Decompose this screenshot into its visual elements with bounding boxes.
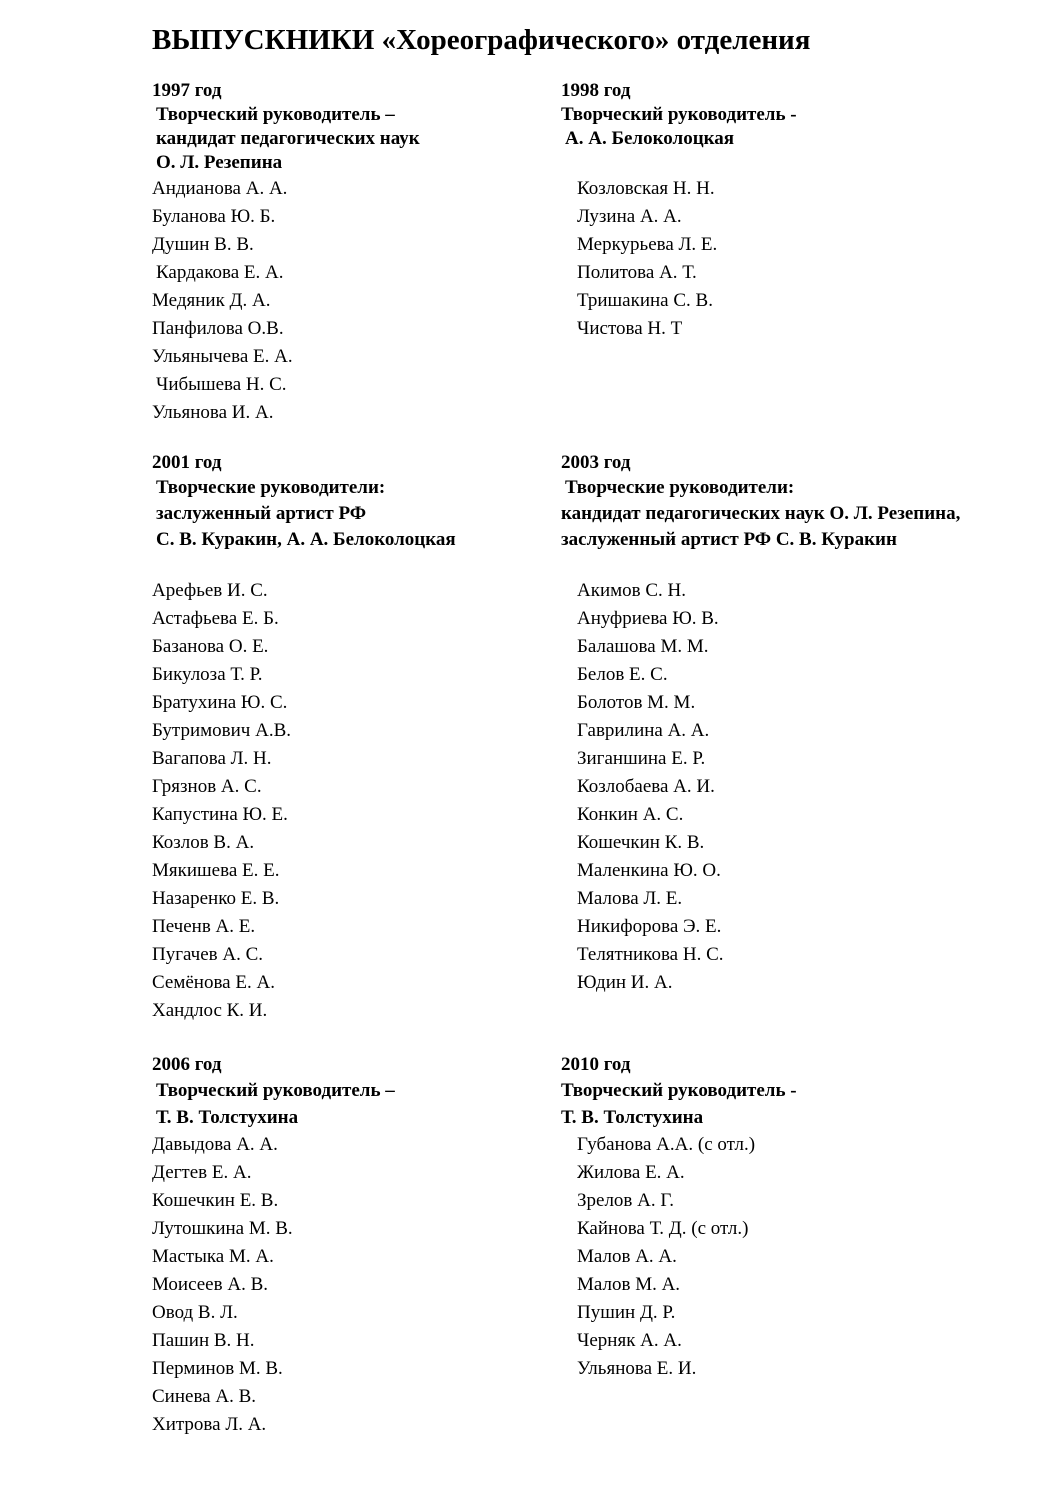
graduate-name: Чистова Н. Т [577, 318, 683, 339]
graduate-name: Ульянова И. А. [152, 402, 274, 423]
graduate-list [561, 1131, 797, 1383]
graduate-name: Чибышева Н. С. [156, 374, 287, 395]
graduate-name: Лузина А. А. [577, 206, 682, 227]
supervisor-line: А. А. Белоколоцкая [565, 128, 735, 149]
graduate-name: Козлов В. А. [152, 832, 255, 853]
graduate-list [561, 175, 797, 343]
graduate-name: Козлобаева А. И. [577, 776, 715, 797]
section-2003 [561, 451, 960, 997]
graduate-name: Семёнова Е. А. [152, 972, 275, 993]
graduate-name: Черняк А. А. [577, 1330, 682, 1351]
graduate-name: Малова Л. Е. [577, 888, 683, 909]
graduate-name: Кардакова Е. А. [156, 262, 284, 283]
graduate-list [152, 1131, 395, 1439]
graduate-name: Медяник Д. А. [152, 290, 271, 311]
graduate-name: Мастыка М. А. [152, 1246, 274, 1267]
supervisor-line: кандидат педагогических наук [156, 128, 420, 149]
graduate-name: Давыдова А. А. [152, 1134, 278, 1155]
graduate-name: Маленкина Ю. О. [577, 860, 721, 881]
graduate-name: Лутошкина М. В. [152, 1218, 293, 1239]
year-heading: 2006 год [152, 1054, 222, 1075]
graduate-name: Козловская Н. Н. [577, 178, 715, 199]
supervisor-line: Т. В. Толстухина [156, 1107, 299, 1128]
section-2010 [561, 1053, 797, 1383]
graduate-name: Грязнов А. С. [152, 776, 262, 797]
supervisor-line: кандидат педагогических наук О. Л. Резепина, [561, 503, 961, 524]
graduate-name: Овод В. Л. [152, 1302, 238, 1323]
graduate-name: Малов М. А. [577, 1274, 681, 1295]
graduate-name: Кошечкин Е. В. [152, 1190, 279, 1211]
graduate-name: Ульянова Е. И. [577, 1358, 697, 1379]
graduate-name: Астафьева Е. Б. [152, 608, 279, 629]
graduate-name: Зиганшина Е. Р. [577, 748, 706, 769]
graduate-name: Пушин Д. Р. [577, 1302, 676, 1323]
graduate-name: Гаврилина А. А. [577, 720, 710, 741]
graduate-name: Политова А. Т. [577, 262, 697, 283]
supervisor-line: заслуженный артист РФ [156, 503, 367, 524]
graduate-name: Ануфриева Ю. В. [577, 608, 719, 629]
page-title: ВЫПУСКНИКИ «Хореографического» отделения [152, 24, 811, 56]
graduate-name: Братухина Ю. С. [152, 692, 288, 713]
supervisor-line: Творческие руководители: [156, 477, 386, 498]
graduate-name: Арефьев И. С. [152, 580, 268, 601]
year-heading: 2001 год [152, 452, 222, 473]
supervisor-line: Творческие руководители: [565, 477, 795, 498]
supervisor-line: О. Л. Резепина [156, 152, 283, 173]
graduate-name: Жилова Е. А. [577, 1162, 685, 1183]
graduate-name: Кошечкин К. В. [577, 832, 705, 853]
graduate-name: Перминов М. В. [152, 1358, 283, 1379]
graduate-name: Хандлос К. И. [152, 1000, 268, 1021]
graduate-name: Назаренко Е. В. [152, 888, 280, 909]
section-2006 [152, 1053, 395, 1439]
graduate-name: Телятникова Н. С. [577, 944, 724, 965]
graduate-name: Базанова О. Е. [152, 636, 269, 657]
year-heading: 1997 год [152, 80, 222, 101]
graduate-name: Белов Е. С. [577, 664, 668, 685]
graduate-name: Капустина Ю. Е. [152, 804, 288, 825]
section-2001 [152, 451, 456, 1025]
graduate-name: Зрелов А. Г. [577, 1190, 674, 1211]
graduate-name: Малов А. А. [577, 1246, 677, 1267]
graduate-name: Болотов М. М. [577, 692, 696, 713]
graduate-name: Печенв А. Е. [152, 916, 256, 937]
graduate-name: Душин В. В. [152, 234, 254, 255]
supervisor-line: Творческий руководитель – [156, 1080, 395, 1101]
supervisor-line: Творческий руководитель - [561, 1080, 797, 1101]
supervisor-line: С. В. Куракин, А. А. Белоколоцкая [156, 529, 456, 550]
graduate-name: Вагапова Л. Н. [152, 748, 272, 769]
year-heading: 1998 год [561, 80, 631, 101]
supervisor-line: Творческий руководитель - [561, 104, 797, 125]
section-1998 [561, 79, 797, 343]
year-heading: 2010 год [561, 1054, 631, 1075]
graduate-list [152, 577, 456, 1025]
year-heading: 2003 год [561, 452, 631, 473]
supervisor-line: Т. В. Толстухина [561, 1107, 704, 1128]
graduate-name: Акимов С. Н. [577, 580, 687, 601]
graduate-list [152, 175, 420, 427]
graduate-name: Бутримович А.В. [152, 720, 292, 741]
graduate-name: Андианова А. А. [152, 178, 288, 199]
graduate-name: Буланова Ю. Б. [152, 206, 276, 227]
graduate-name: Бикулоза Т. Р. [152, 664, 263, 685]
graduate-name: Балашова М. М. [577, 636, 709, 657]
section-1997 [152, 79, 420, 427]
supervisor-line: Творческий руководитель – [156, 104, 395, 125]
graduate-name: Моисеев А. В. [152, 1274, 268, 1295]
graduate-name: Юдин И. А. [577, 972, 673, 993]
graduate-list [561, 577, 960, 997]
graduate-name: Хитрова Л. А. [152, 1414, 267, 1435]
graduate-name: Никифорова Э. Е. [577, 916, 722, 937]
graduate-name: Мякишева Е. Е. [152, 860, 280, 881]
graduate-name: Конкин А. С. [577, 804, 684, 825]
graduate-name: Меркурьева Л. Е. [577, 234, 718, 255]
graduate-name: Тришакина С. В. [577, 290, 713, 311]
graduate-name: Дегтев Е. А. [152, 1162, 252, 1183]
graduate-name: Синева А. В. [152, 1386, 256, 1407]
graduate-name: Губанова А.А. (с отл.) [577, 1134, 756, 1155]
graduate-name: Пашин В. Н. [152, 1330, 255, 1351]
graduate-name: Панфилова О.В. [152, 318, 284, 339]
graduate-name: Кайнова Т. Д. (с отл.) [577, 1218, 749, 1239]
supervisor-line: заслуженный артист РФ С. В. Куракин [561, 529, 897, 550]
graduate-name: Пугачев А. С. [152, 944, 264, 965]
graduate-name: Ульянычева Е. А. [152, 346, 293, 367]
